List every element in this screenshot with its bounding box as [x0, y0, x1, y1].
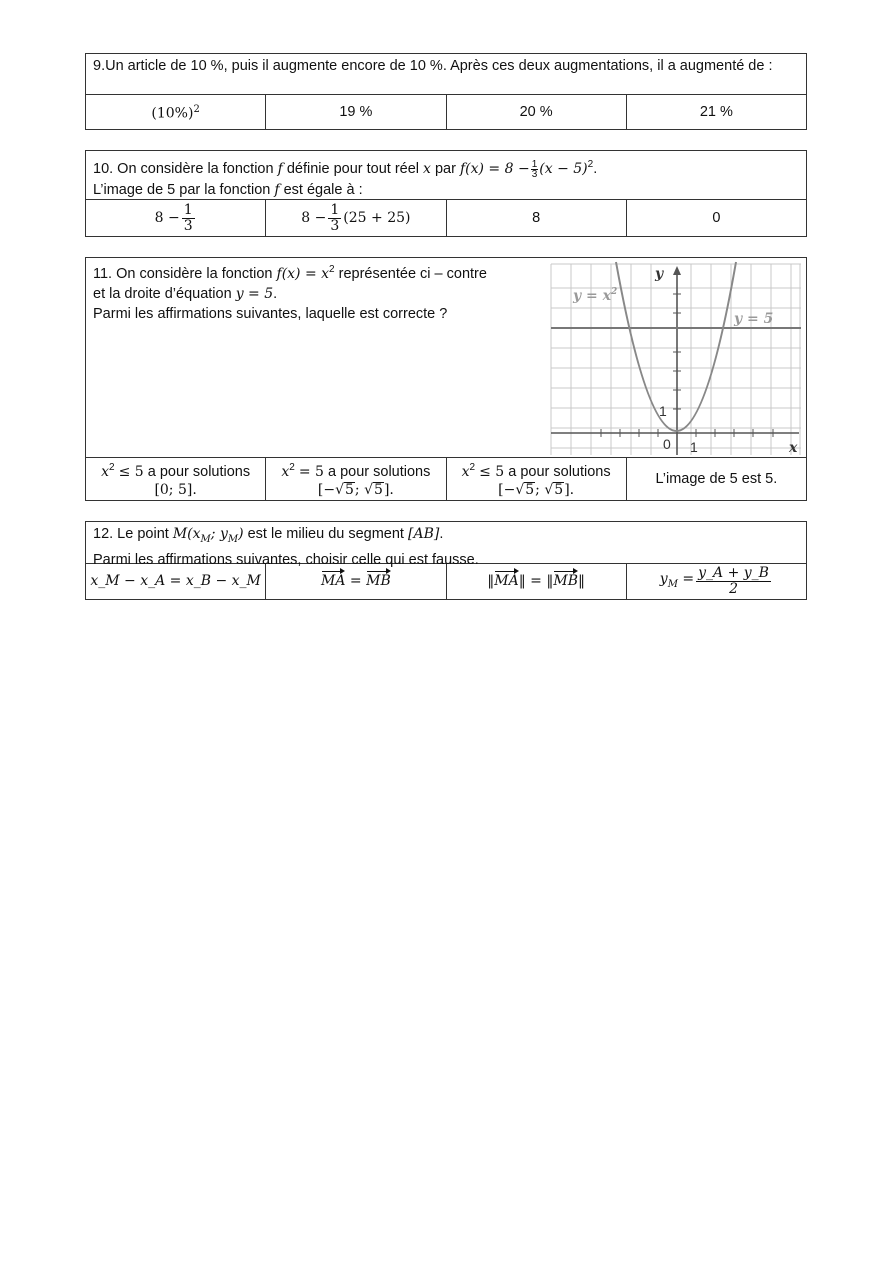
tick-x-label: 1	[690, 439, 698, 455]
answer-9d[interactable]: 21 %	[626, 95, 806, 129]
question-11-answers	[86, 458, 806, 500]
curve-label: $y = x^2$	[573, 287, 618, 304]
answer-12c[interactable]: ‖MA‖ = ‖MB‖	[446, 564, 626, 599]
question-9	[85, 53, 807, 130]
answer-11d[interactable]: L’image de 5 est 5.	[626, 458, 806, 500]
answer-11c[interactable]: $x^2 \le 5$ a pour solutions [−√5; √5].	[446, 458, 626, 500]
question-9-answers	[86, 95, 806, 129]
answer-9c[interactable]: 20 %	[446, 95, 626, 129]
question-9-text: 9.Un article de 10 %, puis il augmente encore de 10 %. Après ces deux augmentations, il a augmenté de :	[86, 54, 806, 95]
parabola-graph	[549, 261, 803, 457]
answer-10d[interactable]: 0	[626, 200, 806, 237]
answer-9b[interactable]: 19 %	[265, 95, 445, 129]
answer-11b[interactable]: $x^2 = 5$ a pour solutions [−√5; √5].	[265, 458, 445, 500]
line-label: y = 5	[734, 311, 774, 327]
question-12	[85, 521, 807, 600]
answer-12b[interactable]: MA = MB	[265, 564, 445, 599]
answer-10a[interactable]: 8 − $\frac{1}{3}$	[154, 202, 193, 234]
tick-y-label: 1	[659, 403, 667, 419]
question-10	[85, 150, 807, 237]
question-12-text: 12. Le point $M(x_M$; $y_M$) est le milieu du segment [AB]. Parmi les affirmations suivantes, choisir celle qui est fausse.	[86, 522, 806, 564]
answer-10b[interactable]: 8 − $\frac{1}{3}$ (25 + 25)	[265, 200, 445, 237]
answer-12d[interactable]: $y_M$ = $\frac{y\_A + y\_B}{2}$	[626, 564, 806, 599]
question-11	[85, 257, 807, 501]
question-10-answers	[86, 200, 806, 237]
origin-label: 0	[663, 436, 671, 452]
question-11-text: 11. On considère la fonction $f(x) = x^2$ représentée ci – contre et la droite d’équation y = 5. Parmi les affirmations suivantes, laquelle est correcte ? $y = x^2$ y = 5 y x 0 1 1	[86, 258, 806, 458]
answer-10c[interactable]: 8	[446, 200, 626, 237]
x-axis-label: x	[789, 440, 798, 456]
answer-11a[interactable]: $x^2 \le 5$ a pour solutions [0; 5].	[101, 461, 251, 499]
answer-12a[interactable]: x_M − x_A = x_B − x_M	[90, 573, 261, 589]
question-10-text: 10. On considère la fonction f définie pour tout réel x par f(x) = 8 − $\frac{1}{3}$ $(x - 5)^2$. L’image de 5 par la fonction f est égale à :	[86, 151, 806, 200]
answer-9a[interactable]: $(10\%)^2$	[151, 104, 200, 122]
question-12-answers	[86, 564, 806, 599]
y-axis-label: y	[655, 266, 664, 282]
